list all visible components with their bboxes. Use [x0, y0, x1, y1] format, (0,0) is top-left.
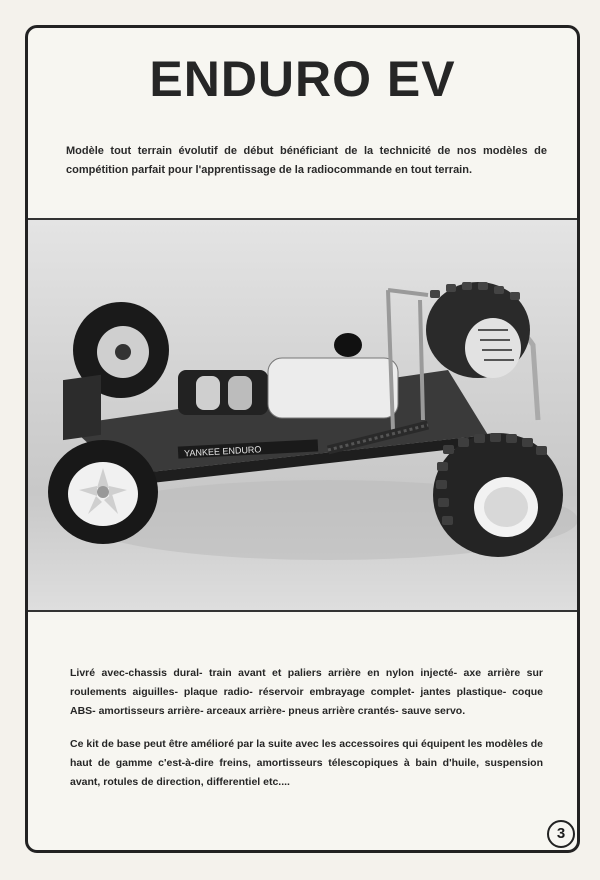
- description: [70, 664, 543, 806]
- rc-car-illustration: [28, 220, 577, 610]
- intro-text: Modèle tout terrain évolutif de début bénéficiant de la technicité de nos modèles de compétition parfait pour l'apprentissage de la radiocommande en tout terrain.: [66, 145, 547, 176]
- description-paragraph-2: Ce kit de base peut être amélioré par la suite avec les accessoires qui équipent les modèles de haut de gamme c'est-à-dire freins, amortisseurs télescopiques à bain d'huile, suspension avant, rotules de direction, differentiel etc....: [70, 738, 543, 788]
- description-paragraph-1: Livré avec-chassis dural- train avant et paliers arrière en nylon injecté- axe arrière sur roulements aiguilles- plaque radio- réservoir embrayage complet- jantes plastique- coque ABS- amortisseurs arrière- arceaux arrière- pneus arrière crantés- sauve servo.: [70, 667, 543, 717]
- product-photo: [28, 218, 577, 612]
- chassis-label: YANKEE ENDURO: [183, 444, 262, 459]
- page-number: 3: [547, 820, 575, 848]
- page-frame: [25, 25, 580, 853]
- page-title: ENDURO EV: [149, 51, 456, 107]
